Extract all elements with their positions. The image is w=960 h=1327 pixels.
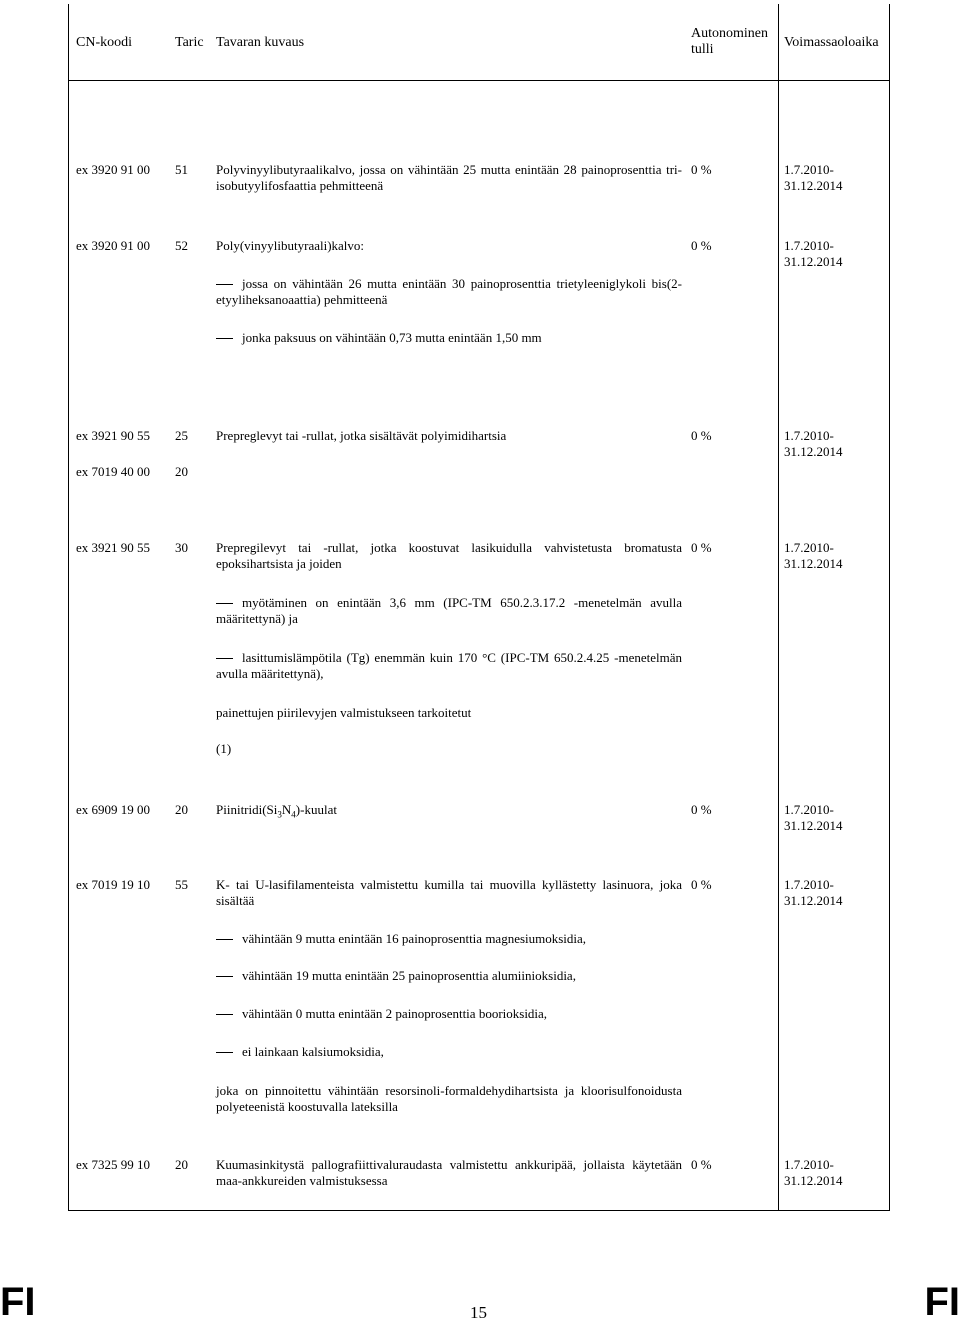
- dash-marker: [216, 976, 233, 977]
- indent-item-text: vähintään 19 mutta enintään 25 painoprosenttia alumiinioksidia,: [242, 968, 576, 983]
- taric-code: 52: [175, 238, 188, 253]
- indent-item-text: vähintään 0 mutta enintään 2 painoprosenttia boorioksidia,: [242, 1006, 548, 1021]
- validity-end: 31.12.2014: [784, 254, 843, 269]
- header-validity: Voimassaoloaika: [784, 35, 879, 50]
- indent-item-text: jossa on vähintään 26 mutta enintään 30 painoprosenttia trietyleeniglykoli bis(2- etyyliheksanoaattia) pehmitteenä: [216, 276, 682, 307]
- goods-description: Kuumasinkitystä pallografiittivaluraudasta valmistettu ankkuripää, jollaista käytetään maa-ankkureiden valmistuksessa: [216, 1157, 682, 1188]
- dash-marker: [216, 338, 233, 339]
- table-border-right: [889, 4, 890, 1211]
- description-indent-item: [216, 1006, 682, 1022]
- header-taric: Taric: [175, 35, 204, 50]
- subscript: 3: [277, 809, 282, 820]
- dash-marker: [216, 603, 233, 604]
- cn-code: ex 7019 19 10: [76, 877, 151, 892]
- taric-code: 20: [175, 802, 188, 817]
- description-indent-item: [216, 276, 682, 308]
- cn-code: ex 6909 19 00: [76, 802, 151, 817]
- table-bottom-border: [68, 1210, 889, 1211]
- duty-rate: 0 %: [691, 540, 712, 555]
- cn-code: ex 3920 91 00: [76, 162, 151, 177]
- taric-code: 25: [175, 428, 188, 443]
- header-description: Tavaran kuvaus: [216, 35, 305, 50]
- dash-marker: [216, 1052, 233, 1053]
- duty-rate: 0 %: [691, 1157, 712, 1172]
- duty-rate: 0 %: [691, 877, 712, 892]
- description-indent-item: [216, 1044, 682, 1060]
- validity-start: 1.7.2010-: [784, 540, 834, 555]
- taric-code: 30: [175, 540, 188, 555]
- indent-item-text: myötäminen on enintään 3,6 mm (IPC-TM 650.2.3.17.2 -menetelmän avulla määritettynä) ja: [216, 595, 682, 626]
- dash-marker: [216, 1014, 233, 1015]
- subscript: 4: [291, 809, 296, 820]
- validity-end: 31.12.2014: [784, 444, 843, 459]
- goods-description: Poly(vinyylibutyraali)kalvo:: [216, 238, 365, 253]
- cn-code: ex 3921 90 55: [76, 428, 151, 443]
- description-indent-item: [216, 931, 682, 947]
- description-tail: painettujen piirilevyjen valmistukseen tarkoitetut: [216, 705, 472, 720]
- cn-code: ex 3921 90 55: [76, 540, 151, 555]
- cn-code-secondary: ex 7019 40 00: [76, 464, 151, 479]
- goods-description: Prepregilevyt tai -rullat, jotka koostuvat lasikuidulla vahvistetusta bromatusta epoksihartsista ja joiden: [216, 540, 682, 571]
- duty-rate: 0 %: [691, 162, 712, 177]
- taric-code-secondary: 20: [175, 464, 188, 479]
- tariff-table: [68, 4, 889, 1211]
- goods-description: K- tai U-lasifilamenteista valmistettu kumilla tai muovilla kyllästetty lasinuora, joka sisältää: [216, 877, 682, 908]
- language-code-left: FI: [0, 1280, 36, 1324]
- language-code-right: FI: [924, 1280, 960, 1324]
- validity-start: 1.7.2010-: [784, 1157, 834, 1172]
- validity-start: 1.7.2010-: [784, 238, 834, 253]
- description-indent-item: [216, 650, 682, 682]
- header-divider: [68, 80, 889, 81]
- goods-description: [216, 802, 682, 823]
- description-indent-item: [216, 330, 682, 346]
- dash-marker: [216, 939, 233, 940]
- taric-code: 55: [175, 877, 188, 892]
- duty-rate: 0 %: [691, 428, 712, 443]
- indent-item-text: jonka paksuus on vähintään 0,73 mutta enintään 1,50 mm: [242, 330, 542, 345]
- validity-start: 1.7.2010-: [784, 428, 834, 443]
- column-divider-validity: [778, 4, 779, 1211]
- validity-start: 1.7.2010-: [784, 877, 834, 892]
- description-text: )-kuulat: [295, 802, 337, 817]
- duty-rate: 0 %: [691, 238, 712, 253]
- validity-end: 31.12.2014: [784, 1173, 843, 1188]
- taric-code: 20: [175, 1157, 188, 1172]
- validity-end: 31.12.2014: [784, 818, 843, 833]
- duty-rate: 0 %: [691, 802, 712, 817]
- validity-end: 31.12.2014: [784, 178, 843, 193]
- description-text: N: [281, 802, 292, 817]
- validity-start: 1.7.2010-: [784, 802, 834, 817]
- header-cn-code: CN-koodi: [76, 35, 132, 50]
- table-border-left: [68, 4, 69, 1211]
- cn-code: ex 7325 99 10: [76, 1157, 151, 1172]
- indent-item-text: ei lainkaan kalsiumoksidia,: [242, 1044, 384, 1059]
- goods-description: Prepreglevyt tai -rullat, jotka sisältävät polyimidihartsia: [216, 428, 507, 443]
- footnote-reference: (1): [216, 741, 232, 756]
- description-indent-item: [216, 595, 682, 627]
- taric-code: 51: [175, 162, 188, 177]
- description-tail: joka on pinnoitettu vähintään resorsinoli-formaldehydihartsista ja kloorisulfonoidusta polyeteenistä koostuvalla lateksilla: [216, 1083, 682, 1114]
- goods-description: Polyvinyylibutyraalikalvo, jossa on vähintään 25 mutta enintään 28 painoprosenttia tri-isobutyylifosfaattia pehmitteenä: [216, 162, 682, 193]
- cn-code: ex 3920 91 00: [76, 238, 151, 253]
- header-duty-line1: Autonominen: [691, 26, 768, 41]
- dash-marker: [216, 658, 233, 659]
- dash-marker: [216, 284, 233, 285]
- indent-item-text: lasittumislämpötila (Tg) enemmän kuin 170 °C (IPC-TM 650.2.4.25 -menetelmän avulla määritettynä),: [216, 650, 682, 681]
- validity-start: 1.7.2010-: [784, 162, 834, 177]
- validity-end: 31.12.2014: [784, 556, 843, 571]
- header-duty-line2: tulli: [691, 42, 714, 57]
- page-number: 15: [470, 1303, 487, 1322]
- description-indent-item: [216, 968, 682, 984]
- validity-end: 31.12.2014: [784, 893, 843, 908]
- description-text: Piinitridi(Si: [216, 802, 278, 817]
- indent-item-text: vähintään 9 mutta enintään 16 painoprosenttia magnesiumoksidia,: [242, 931, 587, 946]
